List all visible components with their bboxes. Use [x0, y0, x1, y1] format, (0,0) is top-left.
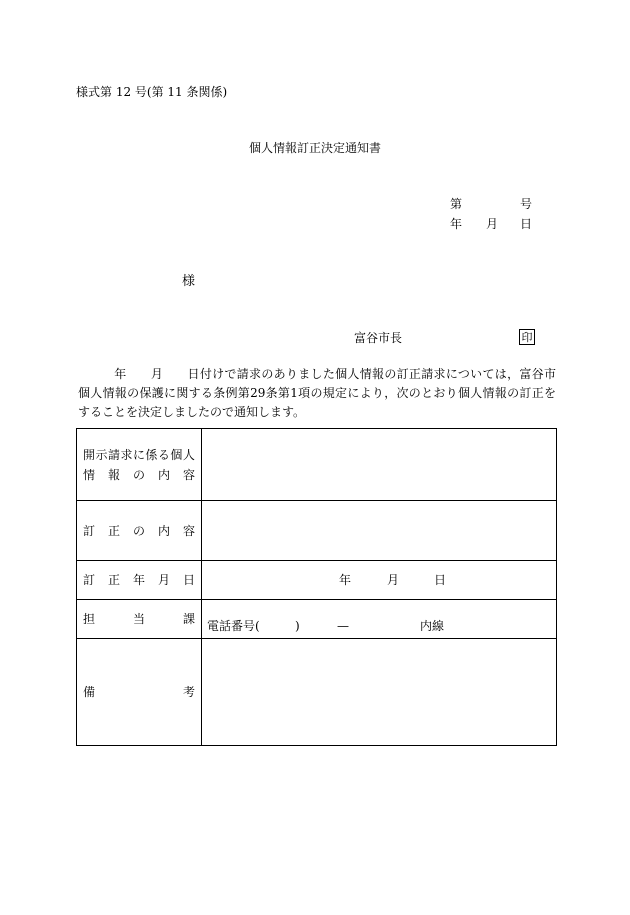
label-char: 個: [170, 448, 183, 462]
label-char: 訂: [83, 573, 96, 587]
correction-date-field[interactable]: [202, 561, 556, 600]
label-char: 内: [157, 468, 170, 482]
label-char: の: [132, 524, 145, 538]
label-char: 正: [107, 573, 120, 587]
label-char: 課: [182, 612, 195, 626]
phone-label: 電話番号(: [207, 619, 260, 633]
recipient-honorific: 様: [182, 274, 196, 289]
label-char: 正: [107, 524, 120, 538]
label-char: る: [157, 448, 170, 462]
table-row-correction-content: [77, 500, 556, 561]
correction-date-month: 月: [387, 573, 400, 587]
label-char: 求: [120, 448, 133, 462]
label-char: に: [132, 448, 145, 462]
correction-date-year: 年: [339, 573, 352, 587]
correction-content-field[interactable]: [202, 501, 556, 561]
label-char: 開: [83, 448, 96, 462]
table-row-department: [77, 599, 556, 639]
extension-label: 内線: [420, 619, 445, 633]
table-row-disclosure-content: [77, 429, 556, 500]
document-number-suffix: 号: [520, 197, 533, 211]
correction-date-day: 日: [434, 573, 447, 587]
label-char: 担: [83, 612, 96, 626]
detail-table: [76, 428, 557, 746]
disclosure-content-field[interactable]: [202, 429, 556, 500]
label-char: 情: [83, 468, 96, 482]
label-char: 報: [107, 468, 120, 482]
label-char: 請: [107, 448, 120, 462]
label-char: 考: [182, 685, 195, 699]
label-char: 年: [132, 573, 145, 587]
document-number-prefix: 第: [450, 197, 463, 211]
issuer-name: 富谷市長: [354, 331, 403, 345]
label-char: 容: [182, 524, 195, 538]
label-char: 内: [157, 524, 170, 538]
label-cell: [77, 501, 202, 561]
phone-close-paren: ): [295, 619, 300, 633]
label-char: 訂: [83, 524, 96, 538]
label-char: 備: [83, 685, 96, 699]
label-correction-content: [83, 525, 195, 537]
label-char: の: [132, 468, 145, 482]
remarks-field[interactable]: [202, 639, 556, 745]
issue-date-month: 月: [486, 217, 499, 231]
body-year: 年: [114, 367, 127, 381]
label-cell: [77, 600, 202, 639]
label-correction-date: [83, 574, 195, 586]
label-char: 当: [132, 612, 145, 626]
label-disclosure-line1: [83, 449, 195, 461]
label-char: 容: [182, 468, 195, 482]
label-char: 月: [157, 573, 170, 587]
label-cell: [77, 429, 202, 500]
label-cell: [77, 639, 202, 745]
label-disclosure-line2: [83, 469, 195, 481]
issue-date-day: 日: [520, 217, 533, 231]
phone-dash: —: [337, 619, 349, 633]
table-row-remarks: [77, 638, 556, 745]
seal-mark: 印: [519, 329, 535, 345]
label-remarks: [83, 686, 195, 698]
department-field[interactable]: [202, 600, 556, 639]
label-cell: [77, 561, 202, 600]
table-row-correction-date: [77, 560, 556, 600]
form-number-label: 様式第 12 号(第 11 条関係): [76, 85, 228, 99]
issue-date-year: 年: [450, 217, 463, 231]
label-char: 人: [182, 448, 195, 462]
label-char: 係: [145, 448, 158, 462]
label-char: 示: [95, 448, 108, 462]
label-char: 日: [182, 573, 195, 587]
body-text: 日付けで請求のありました個人情報の訂正請求については，富谷市個人情報の保護に関する条例第29条第1項の規定により，次のとおり個人情報の訂正をすることを決定しましたので通知します。: [78, 367, 556, 419]
body-paragraph: [78, 365, 556, 422]
label-department: [83, 613, 195, 625]
body-month: 月: [150, 367, 164, 381]
document-title: 個人情報訂正決定通知書: [248, 141, 381, 155]
